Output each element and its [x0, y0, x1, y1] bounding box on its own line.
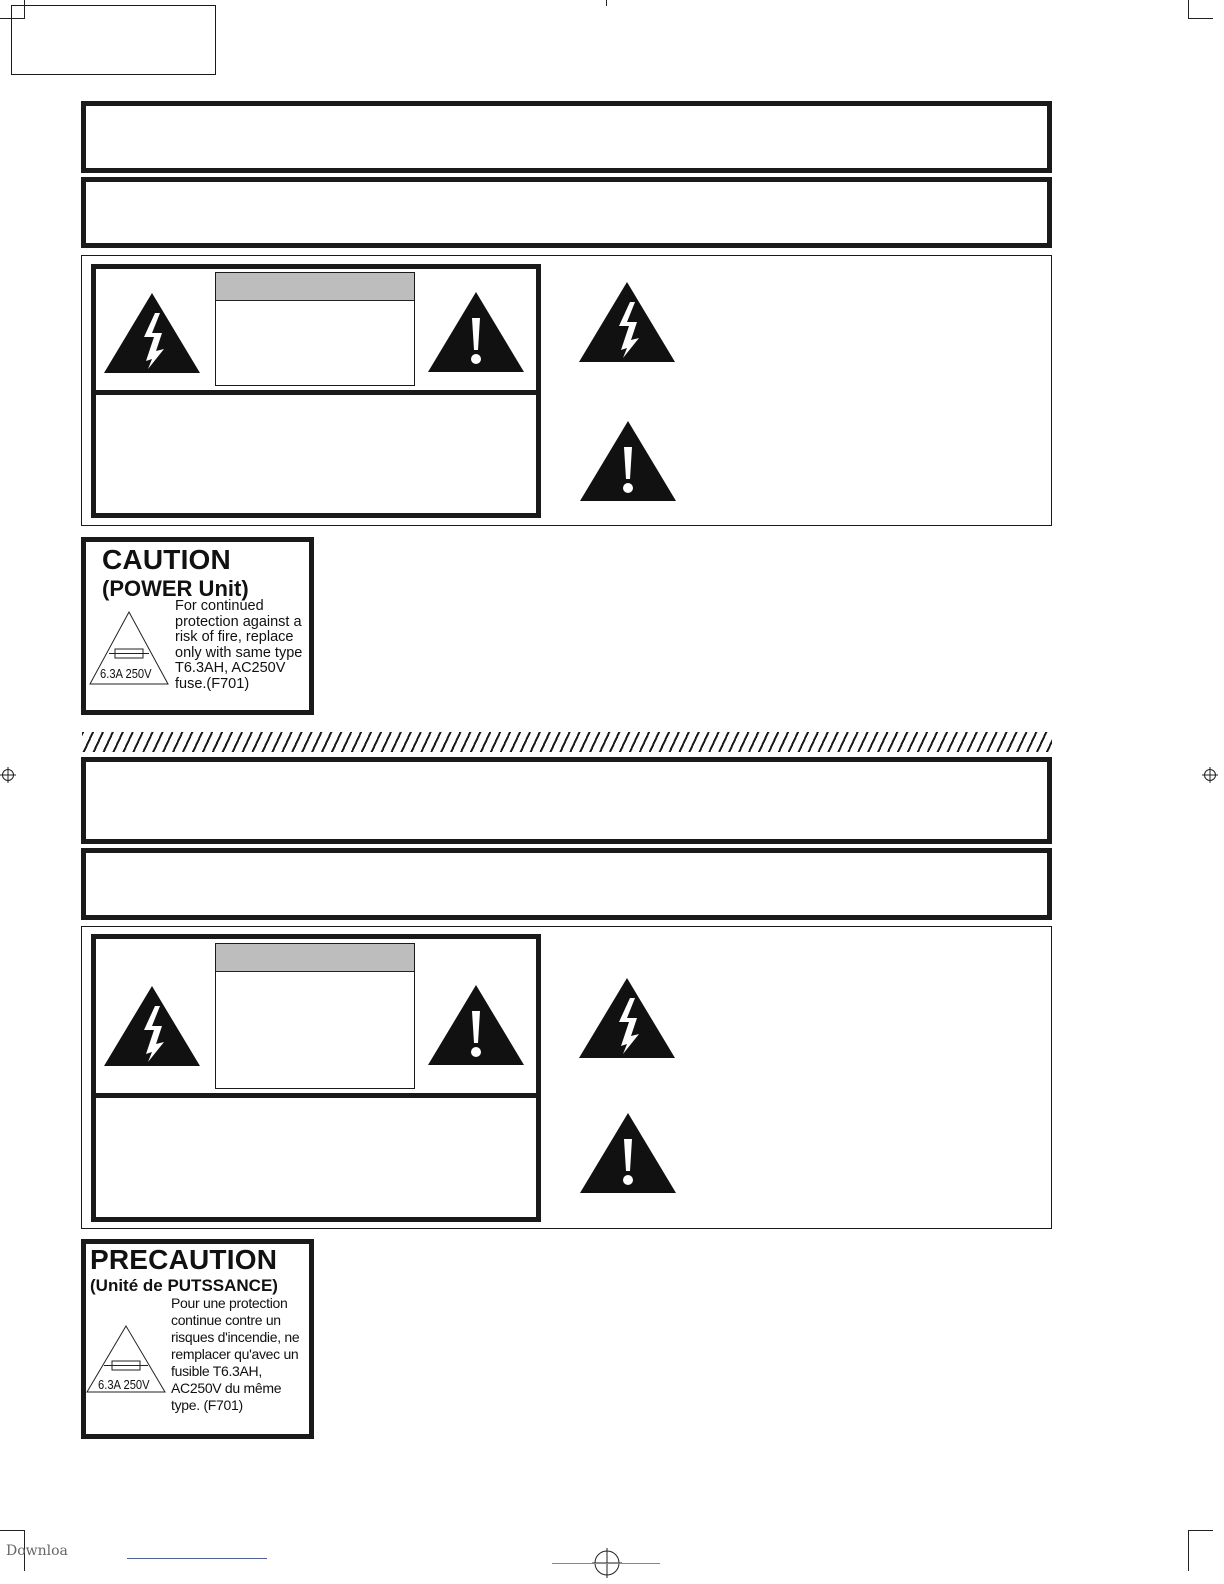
crop-mark-top-left	[0, 0, 25, 19]
warning-header-box-4	[81, 848, 1052, 920]
footer-link-line[interactable]	[127, 1558, 267, 1559]
exclamation-warning-icon	[428, 985, 524, 1065]
power-caution-title-en: CAUTION	[102, 544, 231, 575]
electric-shock-warning-icon	[579, 282, 675, 362]
warning-header-box-1	[81, 101, 1052, 173]
exclamation-warning-icon	[580, 1113, 676, 1193]
electric-shock-warning-icon	[579, 978, 675, 1058]
fuse-rating-label-en: 6.3A 250V	[100, 666, 152, 681]
power-caution-subtitle-en: (POWER Unit)	[102, 576, 249, 601]
crop-mark-top-right	[1188, 0, 1213, 19]
electric-shock-warning-icon	[104, 293, 200, 373]
crop-tick-top-center	[606, 0, 607, 6]
power-caution-title-fr: PRECAUTION	[90, 1244, 278, 1275]
registration-mark-icon	[1202, 767, 1218, 783]
bottom-center-rule	[552, 1563, 660, 1564]
caution-label-divider-fr	[91, 1093, 541, 1098]
model-label-box	[11, 5, 216, 75]
caution-label-grey-bar-fr	[216, 944, 414, 972]
exclamation-warning-icon	[580, 421, 676, 501]
electric-shock-warning-icon	[104, 986, 200, 1066]
registration-mark-icon	[0, 767, 16, 783]
crop-mark-bottom-right	[1188, 1530, 1213, 1571]
power-caution-text-fr: Pour une protection continue contre un risques d'incendie, ne remplacer qu'avec un fusible T6.3AH, AC250V du même type. (F701)	[171, 1295, 300, 1413]
footer-fragment: Downloa	[6, 1543, 68, 1559]
warning-header-box-2	[81, 177, 1052, 248]
power-caution-text-en: For continued protection against a risk of fire, replace only with same type T6.3AH, AC250V fuse.(F701)	[175, 598, 303, 692]
exclamation-warning-icon	[428, 292, 524, 372]
warning-header-box-3	[81, 757, 1052, 844]
power-caution-subtitle-fr: (Unité de PUTSSANCE)	[90, 1276, 278, 1295]
caution-label-grey-bar	[216, 273, 414, 301]
section-divider-hatch	[82, 732, 1052, 752]
fuse-rating-label-fr: 6.3A 250V	[98, 1377, 150, 1392]
caution-label-divider	[91, 390, 541, 395]
